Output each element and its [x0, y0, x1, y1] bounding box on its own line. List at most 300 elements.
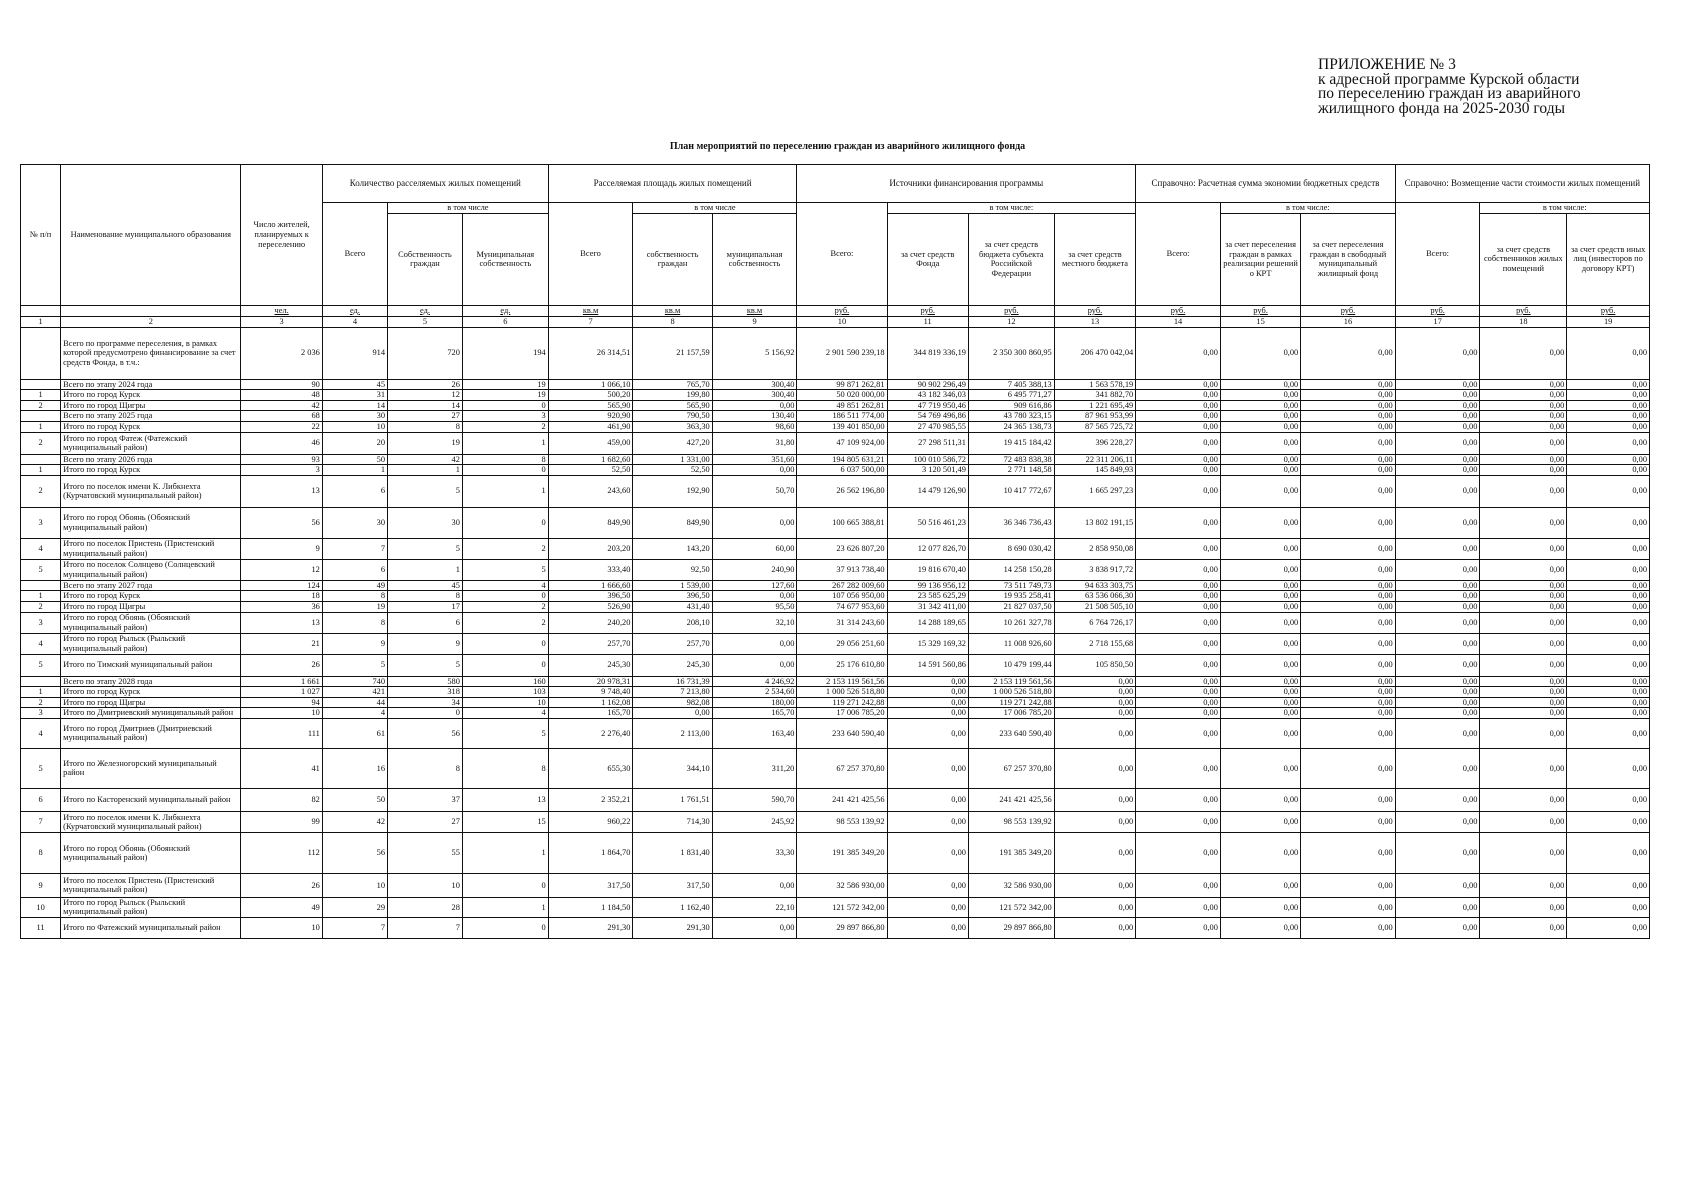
appendix-line: к адресной программе Курской области	[1318, 70, 1580, 88]
value-cell: 0,00	[1301, 559, 1396, 580]
value-cell: 0,00	[887, 788, 968, 811]
value-cell: 0,00	[887, 676, 968, 687]
value-cell: 1 221 695,49	[1054, 400, 1135, 411]
table-row	[21, 676, 1650, 687]
value-cell: 121 572 342,00	[797, 897, 887, 917]
value-cell: 1 066,10	[548, 379, 633, 390]
value-cell: 5	[388, 538, 463, 559]
value-cell: 0,00	[1301, 676, 1396, 687]
value-cell: 0,00	[1395, 559, 1480, 580]
value-cell: 0,00	[1395, 687, 1480, 698]
value-cell: 0,00	[1395, 676, 1480, 687]
value-cell: 0,00	[712, 507, 797, 538]
value-cell: 0,00	[887, 832, 968, 873]
table-row	[21, 411, 1650, 422]
municipality-name: Итого по город Курск	[61, 421, 241, 432]
value-cell: 0,00	[1220, 400, 1300, 411]
table-row	[21, 633, 1650, 654]
value-cell: 714,30	[633, 811, 712, 832]
value-cell: 0,00	[1567, 873, 1650, 897]
municipality-name: Итого по город Обоянь (Обоянский муниципальный район)	[61, 612, 241, 633]
value-cell: 1	[462, 832, 548, 873]
value-cell: 0,00	[1220, 507, 1300, 538]
value-cell: 245,30	[633, 654, 712, 676]
table-row	[21, 748, 1650, 788]
value-cell: 0,00	[1220, 708, 1300, 719]
value-cell: 0,00	[1136, 873, 1221, 897]
value-cell: 0,00	[1567, 411, 1650, 422]
value-cell: 20	[322, 432, 387, 454]
value-cell: 0,00	[712, 400, 797, 411]
value-cell: 19	[462, 390, 548, 401]
row-number: 6	[21, 788, 61, 811]
value-cell: 0	[462, 873, 548, 897]
header-no: № п/п	[21, 165, 61, 306]
value-cell: 0,00	[1480, 421, 1567, 432]
column-number-cell: 11	[887, 316, 968, 327]
value-cell: 0,00	[1136, 465, 1221, 476]
value-cell: 10	[322, 873, 387, 897]
value-cell: 0,00	[1136, 379, 1221, 390]
value-cell: 1 000 526 518,80	[797, 687, 887, 698]
value-cell: 0,00	[1136, 475, 1221, 507]
row-number: 1	[21, 591, 61, 602]
value-cell: 0,00	[1301, 327, 1396, 379]
value-cell: 2 153 119 561,56	[797, 676, 887, 687]
value-cell: 4	[462, 580, 548, 591]
value-cell: 49 851 262,81	[797, 400, 887, 411]
value-cell: 1 682,60	[548, 454, 633, 465]
value-cell: 3 120 501,49	[887, 465, 968, 476]
value-cell: 8	[322, 612, 387, 633]
value-cell: 1 027	[241, 687, 322, 698]
value-cell: 0,00	[1567, 897, 1650, 917]
value-cell: 60,00	[712, 538, 797, 559]
table-row	[21, 601, 1650, 612]
value-cell: 0,00	[1136, 697, 1221, 708]
header-name: Наименование муниципального образования	[61, 165, 241, 306]
unit-cell: руб.	[1480, 305, 1567, 316]
value-cell: 0,00	[1054, 873, 1135, 897]
value-cell: 5	[462, 559, 548, 580]
table-row	[21, 591, 1650, 602]
value-cell: 194	[462, 327, 548, 379]
value-cell: 0,00	[1220, 432, 1300, 454]
value-cell: 0,00	[1301, 601, 1396, 612]
value-cell: 0,00	[1480, 580, 1567, 591]
value-cell: 0,00	[1054, 811, 1135, 832]
value-cell: 1 162,40	[633, 897, 712, 917]
value-cell: 99	[241, 811, 322, 832]
value-cell: 2 153 119 561,56	[968, 676, 1054, 687]
column-number-cell: 12	[968, 316, 1054, 327]
municipality-name: Итого по поселок Солнцево (Солнцевский муниципальный район)	[61, 559, 241, 580]
value-cell: 119 271 242,88	[797, 697, 887, 708]
value-cell: 124	[241, 580, 322, 591]
value-cell: 42	[241, 400, 322, 411]
value-cell: 396,50	[633, 591, 712, 602]
value-cell: 0,00	[1395, 465, 1480, 476]
value-cell: 99 871 262,81	[797, 379, 887, 390]
header-residents: Число жителей, планируемых к переселению	[241, 165, 322, 306]
value-cell: 0,00	[1480, 697, 1567, 708]
value-cell: 0,00	[1136, 432, 1221, 454]
value-cell: 0,00	[1301, 507, 1396, 538]
value-cell: 245,92	[712, 811, 797, 832]
value-cell: 37 913 738,40	[797, 559, 887, 580]
value-cell: 14	[388, 400, 463, 411]
value-cell: 0,00	[1301, 687, 1396, 698]
value-cell: 0,00	[1054, 676, 1135, 687]
column-number-cell: 1	[21, 316, 61, 327]
value-cell: 580	[388, 676, 463, 687]
value-cell: 291,30	[633, 917, 712, 938]
value-cell: 0,00	[1136, 748, 1221, 788]
municipality-name: Итого по город Курск	[61, 687, 241, 698]
row-number: 4	[21, 718, 61, 748]
column-number-cell: 15	[1220, 316, 1300, 327]
municipality-name: Итого по поселок Пристень (Пристенский муниципальный район)	[61, 538, 241, 559]
value-cell: 45	[388, 580, 463, 591]
value-cell: 2	[462, 421, 548, 432]
value-cell: 94	[241, 697, 322, 708]
value-cell: 6 764 726,17	[1054, 612, 1135, 633]
value-cell: 0,00	[887, 708, 968, 719]
header-free-fund: за счет переселения граждан в свободный муниципальный жилищный фонд	[1301, 213, 1396, 305]
value-cell: 0,00	[1567, 591, 1650, 602]
value-cell: 0,00	[1567, 432, 1650, 454]
value-cell: 42	[388, 454, 463, 465]
municipality-name: Итого по город Обоянь (Обоянский муниципальный район)	[61, 832, 241, 873]
value-cell: 61	[322, 718, 387, 748]
value-cell: 18	[241, 591, 322, 602]
unit-cell: кв.м	[548, 305, 633, 316]
value-cell: 720	[388, 327, 463, 379]
municipality-name: Итого по поселок имени К. Либкнехта (Курчатовский муниципальный район)	[61, 475, 241, 507]
value-cell: 50 516 461,23	[887, 507, 968, 538]
value-cell: 0,00	[1480, 507, 1567, 538]
value-cell: 0,00	[1301, 873, 1396, 897]
header-citizen-property: Собственность граждан	[388, 213, 463, 305]
value-cell: 0,00	[1301, 917, 1396, 938]
value-cell: 0,00	[1480, 676, 1567, 687]
value-cell: 0,00	[1301, 421, 1396, 432]
municipality-name: Итого по город Щигры	[61, 400, 241, 411]
value-cell: 2 350 300 860,95	[968, 327, 1054, 379]
value-cell: 0,00	[1480, 465, 1567, 476]
value-cell: 0,00	[887, 687, 968, 698]
value-cell: 0,00	[1054, 718, 1135, 748]
value-cell: 9	[241, 538, 322, 559]
value-cell: 0,00	[1136, 708, 1221, 719]
value-cell: 29 897 866,80	[797, 917, 887, 938]
municipality-name: Итого по город Курск	[61, 591, 241, 602]
value-cell: 0,00	[1220, 465, 1300, 476]
unit-cell: руб.	[1567, 305, 1650, 316]
value-cell: 363,30	[633, 421, 712, 432]
value-cell: 0,00	[1567, 917, 1650, 938]
value-cell: 111	[241, 718, 322, 748]
value-cell: 25 176 610,80	[797, 654, 887, 676]
value-cell: 165,70	[712, 708, 797, 719]
value-cell: 0,00	[887, 811, 968, 832]
value-cell: 3	[241, 465, 322, 476]
header-owners: за счет средств собственников жилых помещений	[1480, 213, 1567, 305]
value-cell: 790,50	[633, 411, 712, 422]
municipality-name: Всего по этапу 2027 года	[61, 580, 241, 591]
unit-cell: кв.м	[712, 305, 797, 316]
unit-cell: руб.	[1136, 305, 1221, 316]
value-cell: 1 864,70	[548, 832, 633, 873]
value-cell: 7 213,80	[633, 687, 712, 698]
row-number: 1	[21, 421, 61, 432]
value-cell: 0,00	[1220, 580, 1300, 591]
municipality-name: Всего по этапу 2028 года	[61, 676, 241, 687]
value-cell: 165,70	[548, 708, 633, 719]
value-cell: 90	[241, 379, 322, 390]
value-cell: 318	[388, 687, 463, 698]
value-cell: 0,00	[1480, 432, 1567, 454]
value-cell: 29 897 866,80	[968, 917, 1054, 938]
value-cell: 1 184,50	[548, 897, 633, 917]
value-cell: 0,00	[1220, 591, 1300, 602]
value-cell: 44	[322, 697, 387, 708]
value-cell: 54 769 496,86	[887, 411, 968, 422]
column-number-cell: 8	[633, 316, 712, 327]
unit-cell: кв.м	[633, 305, 712, 316]
value-cell: 0,00	[1136, 897, 1221, 917]
value-cell: 21 157,59	[633, 327, 712, 379]
row-number: 2	[21, 601, 61, 612]
value-cell: 0,00	[1480, 832, 1567, 873]
table-row	[21, 421, 1650, 432]
value-cell: 1 162,08	[548, 697, 633, 708]
header-area-group: Расселяемая площадь жилых помещений	[548, 165, 797, 203]
unit-cell: руб.	[797, 305, 887, 316]
value-cell: 526,90	[548, 601, 633, 612]
table-row	[21, 507, 1650, 538]
value-cell: 56	[322, 832, 387, 873]
value-cell: 14	[322, 400, 387, 411]
value-cell: 0,00	[1054, 708, 1135, 719]
value-cell: 0,00	[1395, 612, 1480, 633]
column-number-cell: 10	[797, 316, 887, 327]
value-cell: 914	[322, 327, 387, 379]
value-cell: 5	[388, 654, 463, 676]
value-cell: 0,00	[1301, 788, 1396, 811]
value-cell: 24 365 138,73	[968, 421, 1054, 432]
value-cell: 0,00	[712, 873, 797, 897]
value-cell: 8	[322, 591, 387, 602]
value-cell: 48	[241, 390, 322, 401]
value-cell: 0,00	[1220, 917, 1300, 938]
value-cell: 45	[322, 379, 387, 390]
row-number: 11	[21, 917, 61, 938]
value-cell: 0,00	[1395, 454, 1480, 465]
value-cell: 33,30	[712, 832, 797, 873]
value-cell: 19	[388, 432, 463, 454]
value-cell: 240,90	[712, 559, 797, 580]
row-number: 2	[21, 400, 61, 411]
value-cell: 50	[322, 788, 387, 811]
table-row	[21, 718, 1650, 748]
value-cell: 2 113,00	[633, 718, 712, 748]
value-cell: 1 661	[241, 676, 322, 687]
value-cell: 0,00	[1301, 612, 1396, 633]
value-cell: 0,00	[1395, 411, 1480, 422]
value-cell: 765,70	[633, 379, 712, 390]
value-cell: 0,00	[1567, 708, 1650, 719]
value-cell: 31 342 411,00	[887, 601, 968, 612]
value-cell: 0,00	[1480, 327, 1567, 379]
value-cell: 192,90	[633, 475, 712, 507]
value-cell: 10	[241, 708, 322, 719]
value-cell: 0,00	[1220, 538, 1300, 559]
row-number: 1	[21, 687, 61, 698]
header-municipal-property-area: муниципальная собственность	[712, 213, 797, 305]
value-cell: 1	[388, 559, 463, 580]
value-cell: 22,10	[712, 897, 797, 917]
value-cell: 0,00	[1220, 676, 1300, 687]
value-cell: 13 802 191,15	[1054, 507, 1135, 538]
row-number: 10	[21, 897, 61, 917]
value-cell: 10	[462, 697, 548, 708]
table-row	[21, 612, 1650, 633]
value-cell: 0,00	[1136, 580, 1221, 591]
value-cell: 95,50	[712, 601, 797, 612]
table-row	[21, 538, 1650, 559]
value-cell: 12 077 826,70	[887, 538, 968, 559]
value-cell: 565,90	[633, 400, 712, 411]
value-cell: 5	[322, 654, 387, 676]
header-rooms-total: Всего	[322, 203, 387, 306]
value-cell: 341 882,70	[1054, 390, 1135, 401]
table-row	[21, 873, 1650, 897]
municipality-name: Итого по поселок имени К. Либкнехта (Курчатовский муниципальный район)	[61, 811, 241, 832]
value-cell: 26	[241, 654, 322, 676]
value-cell: 208,10	[633, 612, 712, 633]
value-cell: 99 136 956,12	[887, 580, 968, 591]
row-number: 4	[21, 633, 61, 654]
value-cell: 0,00	[1136, 832, 1221, 873]
value-cell: 87 565 725,72	[1054, 421, 1135, 432]
value-cell: 0,00	[1395, 788, 1480, 811]
table-row	[21, 559, 1650, 580]
row-number: 8	[21, 832, 61, 873]
municipality-name: Итого по Касторенский муниципальный район	[61, 788, 241, 811]
row-number	[21, 580, 61, 591]
value-cell: 0,00	[1395, 379, 1480, 390]
municipality-name: Всего по этапу 2024 года	[61, 379, 241, 390]
value-cell: 2 036	[241, 327, 322, 379]
value-cell: 42	[322, 811, 387, 832]
value-cell: 0,00	[1301, 432, 1396, 454]
value-cell: 240,20	[548, 612, 633, 633]
value-cell: 0,00	[1567, 390, 1650, 401]
value-cell: 43 780 323,15	[968, 411, 1054, 422]
value-cell: 0,00	[1567, 811, 1650, 832]
value-cell: 98 553 139,92	[797, 811, 887, 832]
value-cell: 55	[388, 832, 463, 873]
column-number-cell: 16	[1301, 316, 1396, 327]
value-cell: 0	[462, 591, 548, 602]
header-including: в том числе:	[887, 203, 1136, 214]
value-cell: 15 329 169,32	[887, 633, 968, 654]
row-number: 3	[21, 708, 61, 719]
value-cell: 74 677 953,60	[797, 601, 887, 612]
value-cell: 6	[388, 612, 463, 633]
value-cell: 56	[388, 718, 463, 748]
value-cell: 6 037 500,00	[797, 465, 887, 476]
value-cell: 19 935 258,41	[968, 591, 1054, 602]
value-cell: 0,00	[1567, 788, 1650, 811]
value-cell: 0,00	[1567, 633, 1650, 654]
column-number-cell: 7	[548, 316, 633, 327]
value-cell: 0,00	[1136, 454, 1221, 465]
table-row	[21, 697, 1650, 708]
value-cell: 143,20	[633, 538, 712, 559]
value-cell: 0,00	[1220, 327, 1300, 379]
value-cell: 0,00	[1395, 748, 1480, 788]
unit-cell: руб.	[968, 305, 1054, 316]
value-cell: 0,00	[1395, 400, 1480, 411]
value-cell: 107 056 950,00	[797, 591, 887, 602]
unit-cell: руб.	[887, 305, 968, 316]
value-cell: 300,40	[712, 379, 797, 390]
value-cell: 13	[462, 788, 548, 811]
value-cell: 206 470 042,04	[1054, 327, 1135, 379]
value-cell: 0	[462, 633, 548, 654]
column-number-cell: 18	[1480, 316, 1567, 327]
value-cell: 52,50	[633, 465, 712, 476]
value-cell: 0,00	[1136, 676, 1221, 687]
value-cell: 191 385 349,20	[968, 832, 1054, 873]
value-cell: 0	[462, 654, 548, 676]
value-cell: 351,60	[712, 454, 797, 465]
table-row	[21, 327, 1650, 379]
value-cell: 0,00	[1220, 475, 1300, 507]
value-cell: 241 421 425,56	[797, 788, 887, 811]
value-cell: 199,80	[633, 390, 712, 401]
value-cell: 8	[388, 591, 463, 602]
table-row	[21, 432, 1650, 454]
municipality-name: Итого по город Рыльск (Рыльский муниципальный район)	[61, 897, 241, 917]
value-cell: 333,40	[548, 559, 633, 580]
column-number-cell: 2	[61, 316, 241, 327]
value-cell: 3	[462, 411, 548, 422]
value-cell: 0,00	[1480, 897, 1567, 917]
value-cell: 300,40	[712, 390, 797, 401]
appendix-heading	[1318, 58, 1658, 116]
unit-cell: ед.	[462, 305, 548, 316]
municipality-name: Итого по город Курск	[61, 390, 241, 401]
value-cell: 243,60	[548, 475, 633, 507]
value-cell: 0,00	[1395, 601, 1480, 612]
value-cell: 12	[388, 390, 463, 401]
value-cell: 10 479 199,44	[968, 654, 1054, 676]
row-number: 5	[21, 559, 61, 580]
value-cell: 28	[388, 897, 463, 917]
value-cell: 29 056 251,60	[797, 633, 887, 654]
value-cell: 14 591 560,86	[887, 654, 968, 676]
header-investors: за счет средств иных лиц (инвесторов по договору КРТ)	[1567, 213, 1650, 305]
value-cell: 0,00	[1136, 400, 1221, 411]
value-cell: 0,00	[1054, 697, 1135, 708]
value-cell: 52,50	[548, 465, 633, 476]
value-cell: 8	[462, 454, 548, 465]
column-number-cell: 13	[1054, 316, 1135, 327]
value-cell: 10	[241, 917, 322, 938]
